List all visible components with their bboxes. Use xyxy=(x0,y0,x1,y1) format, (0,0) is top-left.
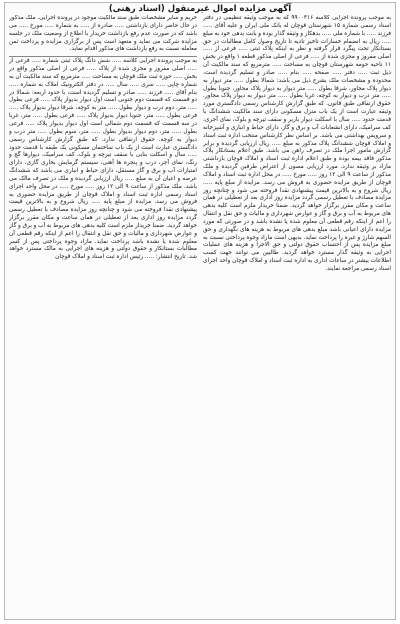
notice-columns xyxy=(9,15,391,616)
notice-title: آگهی مزایده اموال غیرمنقول (اسناد رهنی) xyxy=(108,4,292,14)
notice-section-divider xyxy=(9,56,197,57)
notice-right-column-text: به موجب پرونده اجرایی کلاسه ۹۹۰۰۳۱۶ که به موجب وثیقه تنظیمی در دفتر اسناد رسمی شماره ۱۵ شهرستان قوچان له بانک ملی ایران و علیه آقای ..... فرزند ..... با شماره ملی ..... بدهکار و وثیقه گذار بوده و بابت بدهی خود به مبلغ ..... ریال به انضمام خسارات تاخیر تادیه تا تاریخ وصول کامل مطالبات در حق بستانکار تحت پیگرد قرار گرفته و نظر به اینکه پلاک ثبتی ..... فرعی از ..... اصلی مفروز و مجزی شده از ..... فرعی از اصلی مذکور قطعه ۱ واقع در بخش ۱۱ ناحیه حومه شهرستان قوچان به مساحت ..... مترمربع که سند مالکیت آن ذیل ثبت ..... دفتر ..... صفحه ..... بنام ..... صادر و تسلیم گردیده است، محدوده و مشخصات ملک بشرح ذیل می باشد: شمالا بطول ..... متر دیوار به دیوار پلاک مجاور، شرقا بطول ..... متر دیوار به دیوار پلاک مجاور، جنوبا بطول ..... متر درب و دیوار به کوچه، غربا بطول ..... متر دیوار به دیوار پلاک مجاور. حقوق ارتفاقی طبق قانون. که طبق گزارش کارشناس رسمی دادگستری مورد وثیقه عبارت است از یک باب منزل مسکونی دارای سند مالکیت ششدانگ با قدمت حدود ..... سال با اسکلت دیوار باربر و سقف تیرچه و بلوک، نمای آجری، کف سرامیک، دارای انشعابات آب و برق و گاز، دارای حیاط و انباری و آشپزخانه و سرویس بهداشتی می باشد. بر اساس نظر کارشناس منتخب اداره ثبت اسناد و املاک قوچان ششدانگ پلاک مذکور به مبلغ ..... ریال ارزیابی گردیده و برابر گزارش مامور اجرا ملک در تصرف راهن می باشد. طبق اعلام بستانکار پلاک مذکور فاقد بیمه بوده و طبق اعلام اداره ثبت اسناد و املاک قوچان بازداشتی مازاد بر وثیقه ندارد. مورد ارزیابی مصون از اعتراض طرفین گردیده و ملک مذکور از ساعت ۹ الی ۱۲ روز ..... مورخ ..... در محل اداره ثبت اسناد و املاک قوچان از طریق مزایده حضوری به فروش می رسد. مزایده از مبلغ پایه ..... ریال شروع و به بالاترین قیمت پیشنهادی نقدا فروخته می شود و چنانچه روز مزایده مصادف با تعطیل رسمی گردد مزایده روز اداری بعد از تعطیلی در همان ساعت و مکان مقرر برگزار خواهد گردید. ضمنا خریدار ملزم است کلیه بدهی های مربوط به آب و برق و گاز و عوارض شهرداری و مالیات و حق نقل و انتقال را اعم از اینکه رقم قطعی آن معلوم شده یا نشده باشد و در صورتی که مورد مزایده دارای اعیانی باشد مبلغ بدهی های مربوط به هزینه های نگهداری و حق السهم شارژ و غیره را پرداخت نماید. بدیهی است مازاد وجوه پرداختی نسبت به مبلغ مزایده پس از احتساب حقوق دولتی و حق الاجرا و هزینه های عملیات اجرایی به وثیقه گذار مسترد خواهد گردید. طالبین می توانند جهت کسب اطلاعات بیشتر در ساعات اداری به اداره ثبت اسناد و املاک قوچان واحد اجرای اسناد رسمی مراجعه نمایند. xyxy=(203,15,391,272)
notice-left-column-top-text: حریم و سایر مشخصات طبق سند مالکیت موجود در پرونده اجرایی. ملک مذکور در حال حاضر دارای بازداشتی ..... صادره از ..... به شماره ..... مورخ ..... می باشد که در صورت عدم رفع بازداشت خریدار با اطلاع از وضعیت ملک در جلسه مزایده شرکت می نماید و متعهد است پس از برگزاری مزایده و پرداخت ثمن معامله نسبت به رفع بازداشت های مذکور اقدام نماید. xyxy=(9,15,197,53)
notice-left-column xyxy=(9,15,197,616)
auction-notice-page xyxy=(4,2,396,620)
notice-right-column xyxy=(203,15,391,616)
notice-left-column-main-text: به موجب پرونده اجرایی کلاسه ..... شش دانگ پلاک ثبتی شماره ..... فرعی از ..... اصلی مفروز و مجزی شده از پلاک ..... فرعی از اصلی مذکور واقع در بخش ..... حوزه ثبت ملک قوچان به مساحت ..... مترمربع که سند مالکیت آن به شماره چاپی ..... سری ..... سال ..... در دفتر الکترونیک املاک به شماره ..... بنام آقای ..... فرزند ..... صادر و تسلیم گردیده است، با حدود اربعه: شمالا در دو قسمت که قسمت دوم جنوبی است اول دیوار بدیوار پلاک ..... فرعی بطول ..... متر، دوم درب و دیوار بطول ..... متر به کوچه، شرقا دیوار بدیوار پلاک ..... فرعی بطول ..... متر، جنوبا دیوار بدیوار پلاک ..... فرعی بطول ..... متر، غربا در سه قسمت که قسمت دوم شمالی است اول دیوار بدیوار پلاک ..... فرعی بطول ..... متر، دوم دیوار بدیوار بطول ..... متر، سوم بطول ..... متر درب و دیوار به کوچه. حقوق ارتفاقی ندارد. که طبق گزارش کارشناس رسمی دادگستری عبارت است از یک باب ساختمان مسکونی یک طبقه با قدمت حدود ..... سال و اسکلت بنایی با سقف تیرچه و بلوک، کف سرامیک، دیوارها گچ و رنگ، نمای آجر، درب و پنجره ها آهنی، سیستم گرمایش بخاری گازی، دارای امتیازات آب و برق و گاز مستقل، دارای حیاط و انباری می باشد که ششدانگ عرصه و اعیان آن به مبلغ ..... ریال ارزیابی گردیده و ملک در تصرف مالک می باشد. ملک مذکور از ساعت ۹ الی ۱۲ روز ..... مورخ ..... در محل واحد اجرای اسناد رسمی اداره ثبت اسناد و املاک قوچان از طریق مزایده حضوری به فروش می رسد. مزایده از مبلغ پایه ..... ریال شروع و به بالاترین قیمت پیشنهادی نقدا فروخته می شود و چنانچه روز مزایده مصادف با تعطیل رسمی گردد مزایده روز اداری بعد از تعطیلی در همان ساعت و مکان مقرر برگزار خواهد گردید. ضمنا خریدار ملزم است کلیه بدهی های مربوط به آب و برق و گاز و عوارض شهرداری و مالیات و حق نقل و انتقال را اعم از اینکه رقم قطعی آن معلوم شده یا نشده باشد پرداخت نماید. مازاد وجوه پرداختی پس از کسر مطالبات بستانکار و حقوق دولتی و هزینه های اجرایی به مالک مسترد خواهد شد. تاریخ انتشار: ..... رئیس اداره ثبت اسناد و املاک قوچان xyxy=(9,58,197,261)
